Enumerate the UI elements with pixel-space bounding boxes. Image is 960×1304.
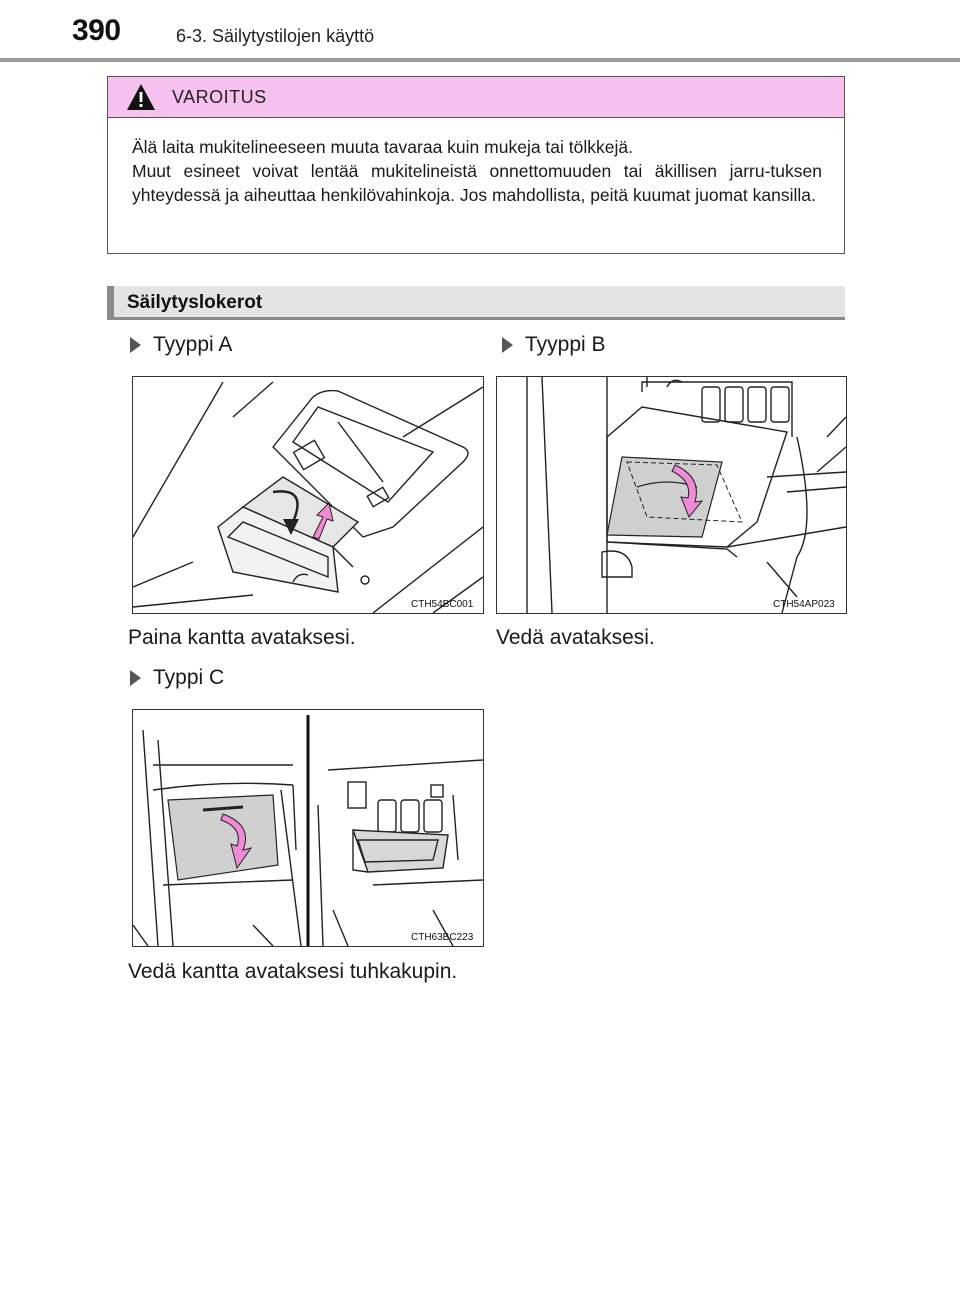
- caption-type-c: Vedä kantta avataksesi tuhkakupin.: [128, 960, 458, 983]
- illustration-type-a: [133, 377, 483, 613]
- caption-type-b: Vedä avataksesi.: [496, 626, 655, 649]
- subsection-heading: [107, 286, 845, 320]
- type-a-label: [130, 333, 232, 357]
- warning-line-1: Älä laita mukitelineeseen muuta tavaraa kuin mukeja tai tölkkejä.: [132, 137, 633, 157]
- subsection-bar: [107, 286, 114, 317]
- warning-text: [132, 135, 822, 207]
- header-rule: [0, 58, 960, 62]
- warning-header: [108, 77, 844, 118]
- figure-code-type-c: CTH63BC223: [411, 932, 474, 943]
- warning-title: VAROITUS: [172, 87, 267, 107]
- type-b-label-text: Tyyppi B: [525, 333, 606, 356]
- figure-type-a: [132, 376, 484, 614]
- page-number: 390: [72, 14, 121, 47]
- caption-type-a: Paina kantta avataksesi.: [128, 626, 356, 649]
- warning-line-2: Muut esineet voivat lentää mukitelineistä onnettomuuden tai äkillisen jarru-tuksen yhteydessä ja aiheuttaa henkilövahinkoja. Jos mahdollista, peitä kuumat juomat kansilla.: [132, 161, 822, 205]
- warning-box: [107, 76, 845, 254]
- illustration-type-b: [497, 377, 846, 613]
- figure-type-b: [496, 376, 847, 614]
- type-a-label-text: Tyyppi A: [153, 333, 233, 356]
- subsection-title: Säilytyslokerot: [127, 292, 263, 313]
- figure-type-c: [132, 709, 484, 947]
- illustration-type-c: [133, 710, 483, 946]
- bullet-triangle-icon: [502, 337, 513, 353]
- type-b-label: [502, 333, 606, 357]
- warning-triangle-icon: [126, 83, 156, 111]
- type-c-label: [130, 666, 224, 690]
- type-c-label-text: Typpi C: [153, 666, 225, 689]
- figure-code-type-a: CTH54BC001: [411, 599, 474, 610]
- bullet-triangle-icon: [130, 337, 141, 353]
- section-header: 6-3. Säilytystilojen käyttö: [176, 26, 375, 46]
- bullet-triangle-icon: [130, 670, 141, 686]
- figure-code-type-b: CTH54AP023: [773, 599, 835, 610]
